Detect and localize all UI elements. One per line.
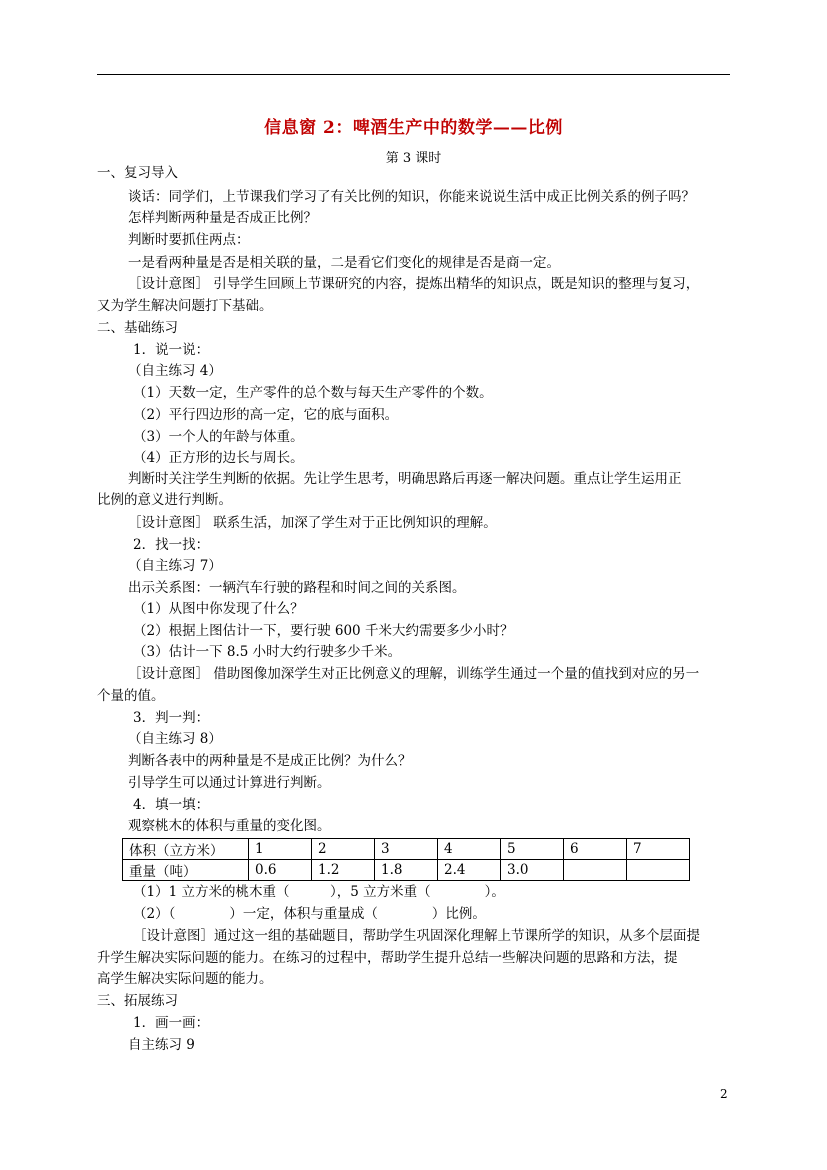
volume-weight-table bbox=[122, 838, 690, 881]
paragraph-line: ［设计意图］通过这一组的基础题目，帮助学生巩固深化理解上节课所学的知识，从多个层面提 bbox=[133, 928, 700, 944]
paragraph-line: （自主练习 7） bbox=[128, 558, 222, 574]
table-cell: 4 bbox=[438, 839, 501, 860]
paragraph-line: 判断各表中的两种量是不是成正比例？为什么？ bbox=[128, 753, 412, 769]
paragraph-line: 出示关系图：一辆汽车行驶的路程和时间之间的关系图。 bbox=[128, 580, 466, 596]
table-cell: 2.4 bbox=[438, 860, 501, 881]
paragraph-line: 高学生解决实际问题的能力。 bbox=[97, 971, 273, 987]
paragraph-line: 观察桃木的体积与重量的变化图。 bbox=[128, 818, 331, 834]
paragraph-line: ［设计意图］ 引导学生回顾上节课研究的内容，提炼出精华的知识点，既是知识的整理与复习， bbox=[128, 276, 700, 292]
page-number: 2 bbox=[720, 1087, 728, 1101]
table-cell: 体积（立方米） bbox=[123, 839, 249, 860]
list-item: （2）平行四边形的高一定，它的底与面积。 bbox=[133, 407, 399, 423]
table-cell bbox=[627, 860, 690, 881]
paragraph-line: 怎样判断两种量是否成正比例？ bbox=[128, 210, 317, 226]
paragraph-line: （自主练习 8） bbox=[128, 731, 222, 747]
document-title: 信息窗 2：啤酒生产中的数学——比例 bbox=[264, 118, 563, 138]
table-cell: 7 bbox=[627, 839, 690, 860]
exercise-heading: 1．画一画： bbox=[133, 1015, 210, 1031]
exercise-heading: 1．说一说： bbox=[133, 342, 210, 358]
table-cell: 重量（吨） bbox=[123, 860, 249, 881]
table-cell: 1.2 bbox=[312, 860, 375, 881]
table-cell: 1.8 bbox=[375, 860, 438, 881]
paragraph-line: 比例的意义进行判断。 bbox=[97, 492, 232, 508]
paragraph-line: 谈话：同学们，上节课我们学习了有关比例的知识，你能来说说生活中成正比例关系的例子吗？ bbox=[128, 189, 695, 205]
list-item: （1）从图中你发现了什么？ bbox=[133, 601, 304, 617]
paragraph-line: ［设计意图］ 联系生活，加深了学生对于正比例知识的理解。 bbox=[128, 515, 497, 531]
paragraph-line: 个量的值。 bbox=[97, 688, 165, 704]
list-item: （2）（ ）一定，体积与重量成（ ）比例。 bbox=[133, 906, 486, 922]
table-cell: 2 bbox=[312, 839, 375, 860]
table-cell: 1 bbox=[249, 839, 312, 860]
list-item: （3）估计一下 8.5 小时大约行驶多少千米。 bbox=[133, 644, 402, 660]
paragraph-line: 升学生解决实际问题的能力。在练习的过程中，帮助学生提升总结一些解决问题的思路和方法，提 bbox=[97, 950, 678, 966]
section-heading-review: 一、复习导入 bbox=[97, 165, 178, 181]
table-cell: 0.6 bbox=[249, 860, 312, 881]
header-rule bbox=[97, 74, 730, 75]
list-item: （1）天数一定，生产零件的总个数与每天生产零件的个数。 bbox=[133, 385, 493, 401]
section-heading-extension: 三、拓展练习 bbox=[97, 993, 178, 1009]
list-item: （4）正方形的边长与周长。 bbox=[133, 450, 304, 466]
table-cell: 3 bbox=[375, 839, 438, 860]
paragraph-line: 一是看两种量是否是相关联的量，二是看它们变化的规律是否是商一定。 bbox=[128, 255, 560, 271]
paragraph-line: 判断时关注学生判断的依据。先让学生思考，明确思路后再逐一解决问题。重点让学生运用正 bbox=[128, 471, 682, 487]
list-item: （3）一个人的年龄与体重。 bbox=[133, 429, 304, 445]
paragraph-line: ［设计意图］ 借助图像加深学生对正比例意义的理解，训练学生通过一个量的值找到对应的另一 bbox=[128, 666, 700, 682]
section-heading-basic: 二、基础练习 bbox=[97, 320, 178, 336]
table-cell: 3.0 bbox=[501, 860, 564, 881]
table-cell: 6 bbox=[564, 839, 627, 860]
exercise-heading: 3．判一判： bbox=[133, 710, 210, 726]
paragraph-line: 又为学生解决问题打下基础。 bbox=[97, 298, 273, 314]
paragraph-line: 判断时要抓住两点： bbox=[128, 232, 250, 248]
table-row bbox=[123, 860, 690, 881]
paragraph-line: （自主练习 4） bbox=[128, 363, 222, 379]
list-item: （1）1 立方米的桃木重（ ），5 立方米重（ ）。 bbox=[133, 884, 505, 900]
table-cell: 5 bbox=[501, 839, 564, 860]
table-row bbox=[123, 839, 690, 860]
table-cell bbox=[564, 860, 627, 881]
list-item: （2）根据上图估计一下，要行驶 600 千米大约需要多少小时？ bbox=[133, 623, 514, 639]
lesson-subtitle: 第 3 课时 bbox=[385, 151, 442, 166]
exercise-heading: 4．填一填： bbox=[133, 797, 210, 813]
exercise-heading: 2．找一找： bbox=[133, 537, 210, 553]
paragraph-line: 自主练习 9 bbox=[128, 1037, 195, 1053]
paragraph-line: 引导学生可以通过计算进行判断。 bbox=[128, 775, 331, 791]
